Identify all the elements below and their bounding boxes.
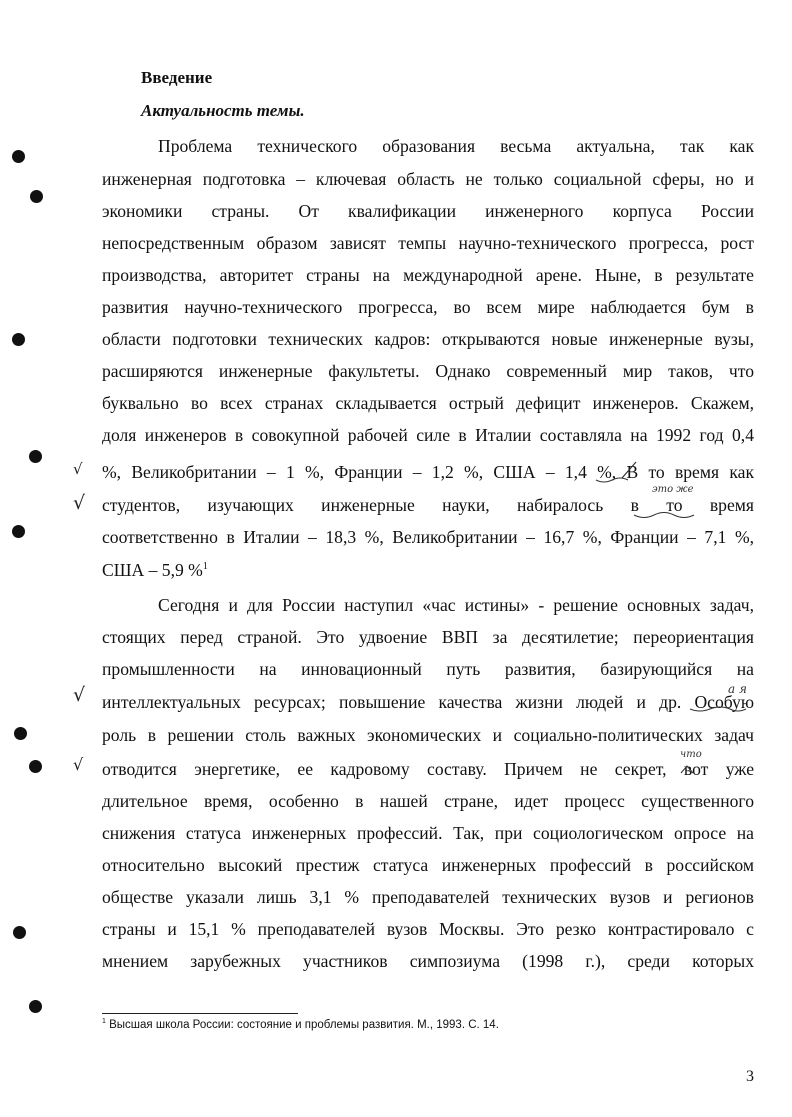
text-line: развития научно-технического прогресса, во всем мире наблюдается бум в: [102, 297, 754, 317]
text-line: снижения статуса инженерных профессий. Так, при социологическом опросе на: [102, 823, 754, 843]
text-line: расширяются инженерные факультеты. Однако современный мир таков, что: [102, 361, 754, 381]
text-line: длительное время, особенно в нашей стране, идет процесс существенного: [102, 791, 754, 811]
handwritten-note: а я: [728, 682, 747, 696]
margin-check-icon: √: [73, 684, 86, 706]
section-heading: Введение: [141, 68, 213, 87]
text-line-content: США – 5,9 %: [102, 560, 203, 580]
text-line: Проблема технического образования весьма актуальна, так как: [158, 136, 754, 156]
footnote-text: Высшая школа России: состояние и проблемы развития. М., 1993. С. 14.: [109, 1019, 499, 1031]
text-line: [102, 555, 208, 585]
text-line: мнением зарубежных участников симпозиума (1998 г.), среди которых: [102, 951, 754, 971]
footnote: [102, 1019, 499, 1031]
text-line: доля инженеров в совокупной рабочей силе в Италии составляла на 1992 год 0,4: [102, 425, 754, 445]
margin-check-icon: √: [73, 492, 86, 514]
footnote-reference: 1: [202, 561, 208, 573]
punch-hole-mark: [12, 150, 25, 163]
text-line: промышленности на инновационный путь развития, базирующийся на: [102, 659, 754, 679]
punch-hole-mark: [30, 190, 43, 203]
text-line: Сегодня и для России наступил «час истины» - решение основных задач,: [158, 595, 754, 615]
page-number: 3: [746, 1068, 754, 1085]
text-line: непосредственным образом зависят темпы научно-технического прогресса, рост: [102, 233, 754, 253]
text-line: роль в решении столь важных экономических и социально-политических задач: [102, 725, 754, 745]
text-line: страны и 15,1 % преподавателей вузов Москвы. Это резко контрастировало с: [102, 919, 754, 939]
punch-hole-mark: [29, 760, 42, 773]
text-line: интеллектуальных ресурсах; повышение качества жизни людей и др. Особую: [102, 692, 754, 712]
handwritten-note: это же: [652, 484, 694, 495]
margin-check-icon: √: [73, 755, 84, 774]
handwritten-note: что: [680, 749, 702, 760]
section-subheading: Актуальность темы.: [141, 101, 305, 120]
text-line: обществе указали лишь 3,1 % преподавателей технических вузов и регионов: [102, 887, 754, 907]
punch-hole-mark: [14, 727, 27, 740]
text-line: буквально во всех странах складывается острый дефицит инженеров. Скажем,: [102, 393, 754, 413]
text-line: экономики страны. От квалификации инженерного корпуса России: [102, 201, 754, 221]
punch-hole-mark: [12, 525, 25, 538]
footnote-divider: [102, 1013, 298, 1014]
text-line: отводится энергетике, ее кадровому составу. Причем не секрет, вот уже: [102, 759, 754, 779]
footnote-marker: 1: [102, 1018, 106, 1026]
text-line: производства, авторитет страны на международной арене. Ныне, в результате: [102, 265, 754, 285]
punch-hole-mark: [12, 333, 25, 346]
text-line: студентов, изучающих инженерные науки, набиралось в то время: [102, 495, 754, 515]
text-line: относительно высокий престиж статуса инженерных профессий в российском: [102, 855, 754, 875]
text-line: соответственно в Италии – 18,3 %, Великобритании – 16,7 %, Франции – 7,1 %,: [102, 527, 754, 547]
text-line: стоящих перед страной. Это удвоение ВВП за десятилетие; переориентация: [102, 627, 754, 647]
punch-hole-mark: [29, 1000, 42, 1013]
text-line: %, Великобритании – 1 %, Франции – 1,2 %, США – 1,4 %, В то время как: [102, 462, 754, 482]
margin-check-icon: √: [73, 460, 83, 478]
text-line: инженерная подготовка – ключевая область не только социальной сферы, но и: [102, 169, 754, 189]
punch-hole-mark: [29, 450, 42, 463]
text-line: области подготовки технических кадров: открываются новые инженерные вузы,: [102, 329, 754, 349]
punch-hole-mark: [13, 926, 26, 939]
